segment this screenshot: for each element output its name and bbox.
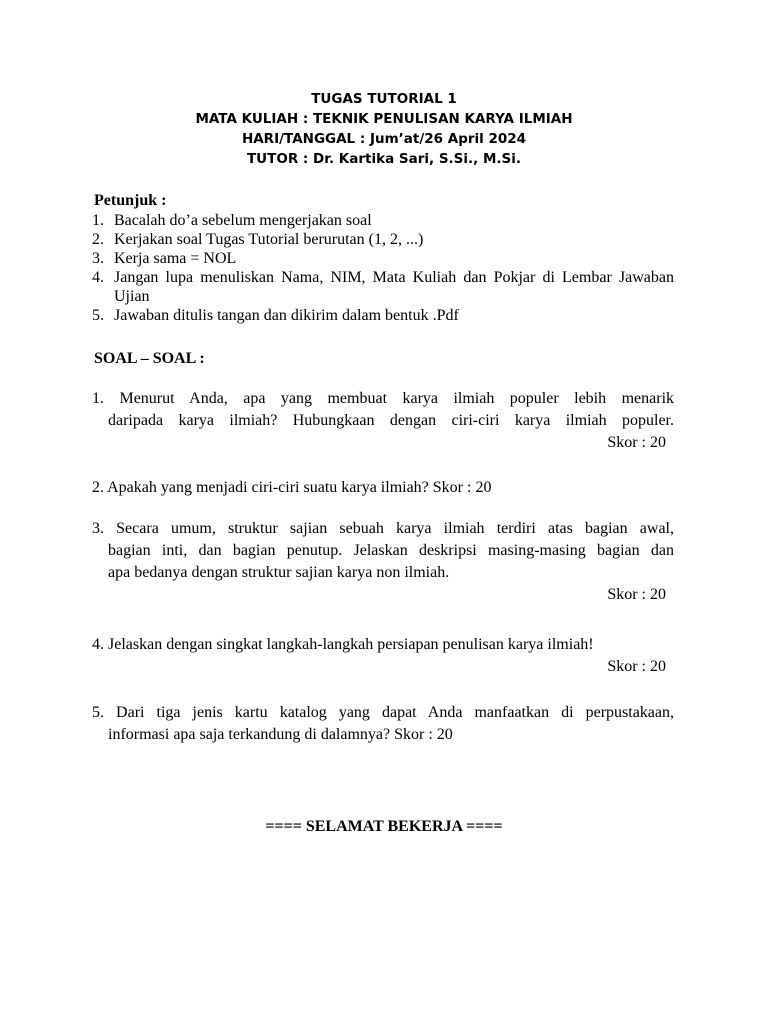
header-date: HARI/TANGGAL : Jum’at/26 April 2024	[241, 131, 527, 147]
question-5	[92, 702, 674, 746]
question-text-line: bagian inti, dan bagian penutup. Jelaskan deskripsi masing-masing bagian dan	[108, 542, 674, 559]
question-score: Skor : 20	[607, 586, 666, 603]
instruction-text: Bacalah do’a sebelum mengerjakan soal	[114, 212, 372, 229]
instruction-number: 1.	[92, 212, 104, 229]
document-header	[0, 89, 768, 169]
question-number: 5.	[92, 704, 104, 721]
closing-message: ==== SELAMAT BEKERJA ====	[265, 818, 503, 835]
question-1	[92, 388, 674, 454]
instruction-number: 2.	[92, 231, 104, 248]
instruction-item	[92, 268, 674, 306]
instruction-text: Kerjakan soal Tugas Tutorial berurutan (1, 2, ...)	[114, 231, 424, 248]
question-score: Skor : 20	[432, 479, 492, 496]
question-text-line: informasi apa saja terkandung di dalamnya?	[108, 726, 391, 743]
instruction-text: Jangan lupa menuliskan Nama, NIM, Mata Kuliah dan Pokjar di Lembar Jawaban Ujian	[114, 269, 674, 305]
question-3	[92, 518, 674, 606]
question-number: 1.	[92, 390, 104, 407]
question-number: 2.	[92, 479, 104, 496]
instruction-text: Kerja sama = NOL	[114, 250, 237, 267]
question-text-line: Dari tiga jenis kartu katalog yang dapat Anda manfaatkan di perpustakaan,	[116, 704, 675, 721]
question-text-line: Apakah yang menjadi ciri-ciri suatu karya ilmiah?	[107, 479, 429, 496]
instruction-number: 3.	[92, 250, 104, 267]
questions-title: SOAL – SOAL :	[94, 350, 205, 367]
header-course: MATA KULIAH : TEKNIK PENULISAN KARYA ILMIAH	[195, 111, 573, 127]
question-text-line: Menurut Anda, apa yang membuat karya ilmiah populer lebih menarik	[119, 390, 675, 407]
instruction-number: 4.	[92, 269, 104, 286]
question-score: Skor : 20	[607, 434, 666, 451]
question-2	[92, 477, 674, 499]
question-number: 3.	[92, 520, 104, 537]
question-4	[92, 634, 674, 678]
question-text-line: daripada karya ilmiah? Hubungkaan dengan ciri-ciri karya ilmiah populer.	[108, 412, 674, 429]
question-score: Skor : 20	[394, 726, 453, 743]
instruction-item	[92, 230, 674, 249]
question-number: 4.	[92, 636, 104, 653]
question-text-line: apa bedanya dengan struktur sajian karya non ilmiah.	[108, 564, 450, 581]
instructions-list	[92, 211, 674, 325]
instruction-number: 5.	[92, 307, 104, 324]
instructions-title: Petunjuk :	[94, 192, 167, 209]
question-text-line: Secara umum, struktur sajian sebuah karya ilmiah terdiri atas bagian awal,	[116, 520, 674, 537]
instruction-item	[92, 211, 674, 230]
header-title: TUGAS TUTORIAL 1	[311, 91, 457, 107]
instruction-item	[92, 306, 674, 325]
header-tutor: TUTOR : Dr. Kartika Sari, S.Si., M.Si.	[246, 151, 522, 167]
instruction-item	[92, 249, 674, 268]
question-text-line: Jelaskan dengan singkat langkah-langkah persiapan penulisan karya ilmiah!	[108, 636, 594, 653]
question-score: Skor : 20	[607, 658, 666, 675]
instruction-text: Jawaban ditulis tangan dan dikirim dalam bentuk .Pdf	[114, 307, 459, 324]
